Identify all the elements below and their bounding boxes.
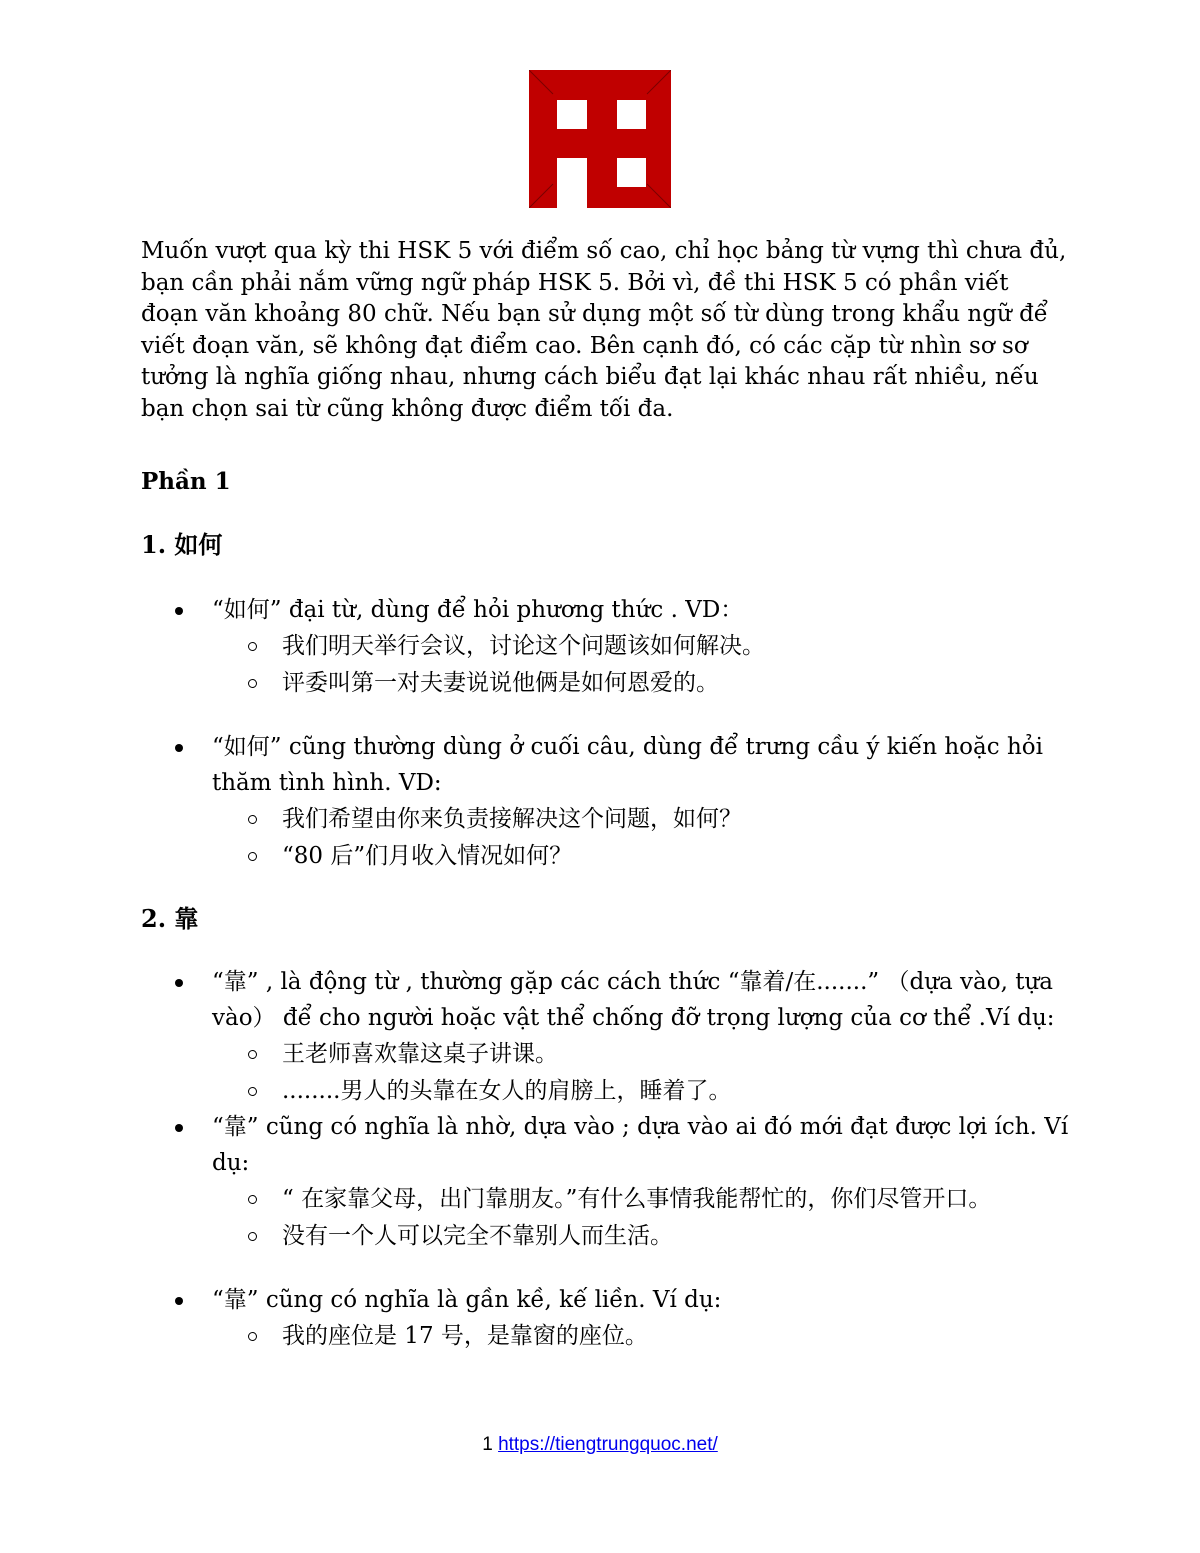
example-item: 我们希望由你来负责接解决这个问题，如何？ [141, 801, 1071, 838]
bullet-text: “靠” cũng có nghĩa là nhờ, dựa vào ; dựa vào ai đó mới đạt được lợi ích. Ví dụ: [212, 1114, 1069, 1176]
section-1-list [141, 592, 1071, 874]
example-list [212, 801, 1071, 874]
example-item: “80 后”们月收入情况如何？ [141, 838, 1071, 875]
bullet-text: “靠” , là động từ , thường gặp các cách thức “靠着/在.......” （dựa vào, tựa vào） để cho người hoặc vật thể chống đỡ trọng lượng của cơ thể .Ví dụ: [212, 969, 1055, 1031]
list-item [141, 592, 1071, 701]
list-item [141, 1282, 1071, 1355]
example-item: 没有一个人可以完全不靠别人而生活。 [141, 1218, 1071, 1255]
example-list [212, 1181, 1071, 1254]
document-body [141, 236, 1071, 1355]
list-item [141, 964, 1071, 1109]
part-heading: Phần 1 [141, 468, 231, 495]
section-heading-1: 1. 如何 [141, 530, 223, 559]
example-list [212, 1036, 1071, 1109]
section-2-list [141, 964, 1071, 1355]
list-item [141, 729, 1071, 874]
page-number: 1 [482, 1434, 493, 1455]
example-item: 我们明天举行会议，讨论这个问题该如何解决。 [141, 628, 1071, 665]
example-item: 我的座位是 17 号，是靠窗的座位。 [141, 1318, 1071, 1355]
bullet-text: “靠” cũng có nghĩa là gần kề, kế liền. Ví dụ: [212, 1287, 722, 1313]
example-item: 评委叫第一对夫妻说说他俩是如何恩爱的。 [141, 665, 1071, 702]
example-item: ........男人的头靠在女人的肩膀上，睡着了。 [141, 1073, 1071, 1110]
example-item: “ 在家靠父母，出门靠朋友。”有什么事情我能帮忙的，你们尽管开口。 [141, 1181, 1071, 1218]
intro-paragraph: Muốn vượt qua kỳ thi HSK 5 với điểm số cao, chỉ học bảng từ vựng thì chưa đủ, bạn cần phải nắm vững ngữ pháp HSK 5. Bởi vì, đề thi HSK 5 có phần viết đoạn văn khoảng 80 chữ. Nếu bạn sử dụng một số từ dùng trong khẩu ngữ để viết đoạn văn, sẽ không đạt điểm cao. Bên cạnh đó, có các cặp từ nhìn sơ sơ tưởng là nghĩa giống nhau, nhưng cách biểu đạt lại khác nhau rất nhiều, nếu bạn chọn sai từ cũng không được điểm tối đa. [141, 238, 1067, 422]
list-item [141, 1109, 1071, 1254]
bullet-text: “如何” cũng thường dùng ở cuối câu, dùng để trưng cầu ý kiến hoặc hỏi thăm tình hình. VD: [212, 734, 1043, 796]
website-link[interactable]: https://tiengtrungquoc.net/ [498, 1434, 718, 1455]
page-footer [0, 1432, 1200, 1458]
logo-icon [529, 70, 671, 208]
example-list [212, 628, 1071, 701]
example-list [212, 1318, 1071, 1355]
example-item: 王老师喜欢靠这桌子讲课。 [141, 1036, 1071, 1073]
bullet-text: “如何” đại từ, dùng để hỏi phương thức . VD： [212, 597, 744, 623]
section-heading-2: 2. 靠 [141, 904, 199, 933]
